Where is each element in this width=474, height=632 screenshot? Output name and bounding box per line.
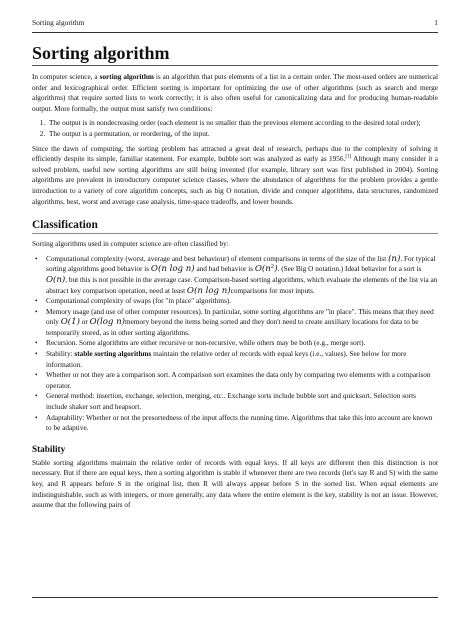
intro-paragraph bbox=[32, 72, 438, 114]
section-heading-classification: Classification bbox=[32, 219, 98, 232]
history-text-a: Since the dawn of computing, the sorting problem has attracted a great deal of research, perhaps due to the complexity of solving it efficiently despite its simple, familiar statement. For example, bubble sort was analyzed as early as 1956. bbox=[32, 144, 438, 164]
math-formula: (n) bbox=[388, 253, 401, 264]
bold-term: stable sorting algorithms bbox=[74, 350, 152, 359]
article-body bbox=[32, 36, 438, 515]
text: Memory usage (and use of other computer resources). In particular, some sorting algorithms are "in place". This means that they need only bbox=[46, 307, 434, 327]
reference-link[interactable]: [1] bbox=[345, 154, 352, 160]
classification-intro: Sorting algorithms used in computer science are often classified by: bbox=[32, 240, 229, 249]
conditions-list bbox=[32, 118, 438, 139]
condition-item: 1. The output is in nondecreasing order (each element is no smaller than the previous element according to the desired total order); bbox=[47, 118, 438, 129]
intro-text-b: is an algorithm that puts elements of a list in a certain order. The most-used orders are numerical order and lexicographical order. Efficient sorting is important for optimizing the use of other algorithms (such as search and merge algorithms) that require sorted lists to work correctly; it is also often useful for canonicalizing data and for producing human-readable output. More formally, the output must satisfy two conditions: bbox=[32, 73, 439, 113]
page-title: Sorting algorithm bbox=[32, 43, 170, 63]
page-number: 1 bbox=[434, 18, 438, 27]
list-item: • Recursion. Some algorithms are either recursive or non-recursive, while others may be both (e.g., merge sort). bbox=[32, 338, 438, 349]
list-item: • Adaptability: Whether or not the presortedness of the input affects the running time. Algorithms that take this into account are known to be adaptive. bbox=[32, 413, 438, 434]
math-formula: O(n) bbox=[46, 274, 66, 285]
math-formula: O(log n) bbox=[89, 317, 126, 328]
text: Computational complexity (worst, average and best behaviour) of element comparisons in terms of the size of the list bbox=[46, 254, 389, 263]
list-item bbox=[32, 391, 438, 412]
text: and bad behavior is bbox=[194, 265, 255, 274]
text: , but this is not possible in the average case. Comparison-based sorting algorithms, which evaluate the elements of the list via an abstract key comparison operation, need at least bbox=[46, 275, 438, 295]
history-paragraph bbox=[32, 144, 438, 208]
running-header bbox=[32, 18, 438, 27]
text: General method: insertion, exchange, selection, merging, bbox=[46, 392, 214, 401]
title-rule bbox=[32, 65, 438, 66]
text: maintain the relative order of records with equal keys (i.e., values). See below for more information. bbox=[46, 350, 407, 369]
intro-text-a: In computer science, a bbox=[32, 73, 100, 81]
list-item: • Computational complexity of swaps (for "in place" algorithms). bbox=[32, 296, 438, 307]
text: . For typical sorting algorithms good behavior is bbox=[46, 254, 436, 274]
text: Stability: bbox=[46, 350, 75, 359]
history-text-b: Although many consider it a solved problem, useful new sorting algorithms are still being invented (for example, library sort was first published in 2004). Sorting algorithms are prevalent in introductory computer science classes, where the abundance of algorithms for the problem provides a gentle introduction to a variety of core algorithm concepts, such as big O notation, divide and conquer algorithms, data structures, randomized algorithms, best, worst and average case analysis, time-space tradeoffs, and lower bounds. bbox=[32, 155, 438, 206]
intro-bold-term: sorting algorithm bbox=[99, 73, 154, 81]
text: memory beyond the items being sorted and they don't need to create auxiliary locations for data to be temporarily stored, as in other sorting algorithms. bbox=[46, 318, 419, 337]
italic-term: etc bbox=[213, 392, 222, 401]
list-item bbox=[32, 349, 438, 370]
list-item bbox=[32, 254, 438, 296]
classification-list bbox=[32, 254, 438, 434]
running-title: Sorting algorithm bbox=[32, 18, 85, 27]
text: or bbox=[79, 318, 90, 327]
section-rule bbox=[32, 233, 438, 234]
math-formula: O(1) bbox=[60, 317, 80, 328]
list-item bbox=[32, 307, 438, 339]
section-heading-stability: Stability bbox=[32, 443, 66, 454]
footer-rule bbox=[32, 597, 438, 598]
text: .. Exchange sorts include bubble sort and quicksort. Selection sorts include shaker sort and heapsort. bbox=[46, 392, 416, 412]
list-item: • Whether or not they are a comparison sort. A comparison sort examines the data only by comparing two elements with a comparison operator. bbox=[32, 370, 438, 391]
condition-item: 2. The output is a permutation, or reordering, of the input. bbox=[47, 129, 438, 140]
text: comparisons for most inputs. bbox=[230, 286, 315, 295]
stability-paragraph: Stable sorting algorithms maintain the relative order of records with equal keys. If all keys are different then this distinction is not necessary. But if there are equal keys, then a sorting algorithm is stable if whenever there are two records (let's say R and S) with the same key, and R appears before S in the original list, then R will always appear before S in the sorted list. When equal elements are indistinguishable, such as with integers, or more generally, any data where the entire element is the key, stability is not an issue. However, assume that the following pairs of bbox=[32, 458, 438, 510]
math-formula: O(n²) bbox=[254, 264, 278, 275]
text: . (See Big O notation.) Ideal behavior for a sort is bbox=[277, 265, 422, 274]
math-formula: O(n log n) bbox=[150, 264, 195, 275]
math-formula: O(n log n) bbox=[186, 285, 231, 296]
header-rule bbox=[32, 32, 438, 33]
